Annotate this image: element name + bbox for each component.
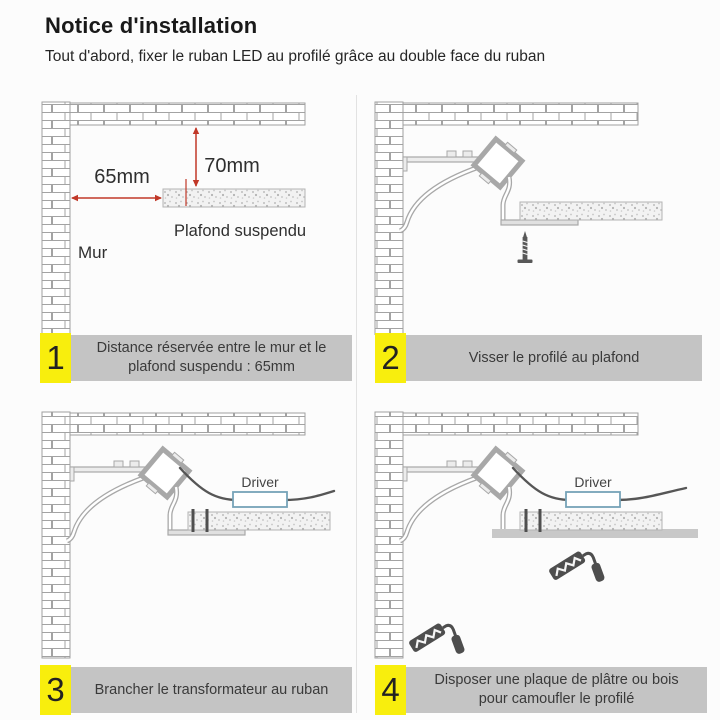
brick-ceiling <box>70 103 305 125</box>
step-2-caption: Visser le profilé au plafond <box>406 335 702 381</box>
wall-label: Mur <box>78 243 108 262</box>
driver-box <box>233 492 287 507</box>
step-1-badge: 1 <box>40 333 71 383</box>
step-4-caption: Disposer une plaque de plâtre ou bois pour camoufler le profilé <box>406 667 707 713</box>
quadrant-divider <box>356 95 357 713</box>
dimension-label-70mm: 70mm <box>204 155 260 177</box>
driver-label: Driver <box>241 474 279 490</box>
paint-roller-icon <box>548 545 609 603</box>
brick-wall <box>42 102 70 335</box>
paint-roller-icon <box>408 617 469 667</box>
brick-ceiling <box>70 413 305 435</box>
step-1-caption-row <box>40 333 352 383</box>
diagram-step-1 <box>30 90 352 335</box>
step-1-caption: Distance réservée entre le mur et le plafond suspendu : 65mm <box>71 335 352 381</box>
step-2-badge: 2 <box>375 333 406 383</box>
driver-box <box>566 492 620 507</box>
step-3-caption: Brancher le transformateur au ruban <box>71 667 352 713</box>
brick-wall <box>42 412 70 658</box>
brick-wall <box>375 412 403 658</box>
screw-icon <box>518 231 533 263</box>
plasterboard <box>163 189 305 207</box>
diagram-step-4 <box>362 395 710 667</box>
plasterboard <box>520 202 662 220</box>
step-2-caption-row <box>375 333 702 383</box>
step-4-badge: 4 <box>375 665 406 715</box>
brick-ceiling <box>403 413 638 435</box>
page-title: Notice d'installation <box>45 13 258 38</box>
diagram-step-3 <box>30 395 352 667</box>
step-3-caption-row <box>40 665 352 715</box>
suspended-ceiling-label: Plafond suspendu <box>173 222 307 240</box>
step-4-caption-row <box>375 665 707 715</box>
brick-ceiling <box>403 103 638 125</box>
driver-label: Driver <box>574 474 612 490</box>
page-header <box>45 13 690 66</box>
diagram-step-2 <box>362 90 710 335</box>
page-subtitle: Tout d'abord, fixer le ruban LED au profilé grâce au double face du ruban <box>45 48 546 65</box>
dimension-label-65mm: 65mm <box>94 166 150 188</box>
brick-wall <box>375 102 403 335</box>
plasterboard <box>188 512 330 530</box>
step-3-badge: 3 <box>40 665 71 715</box>
